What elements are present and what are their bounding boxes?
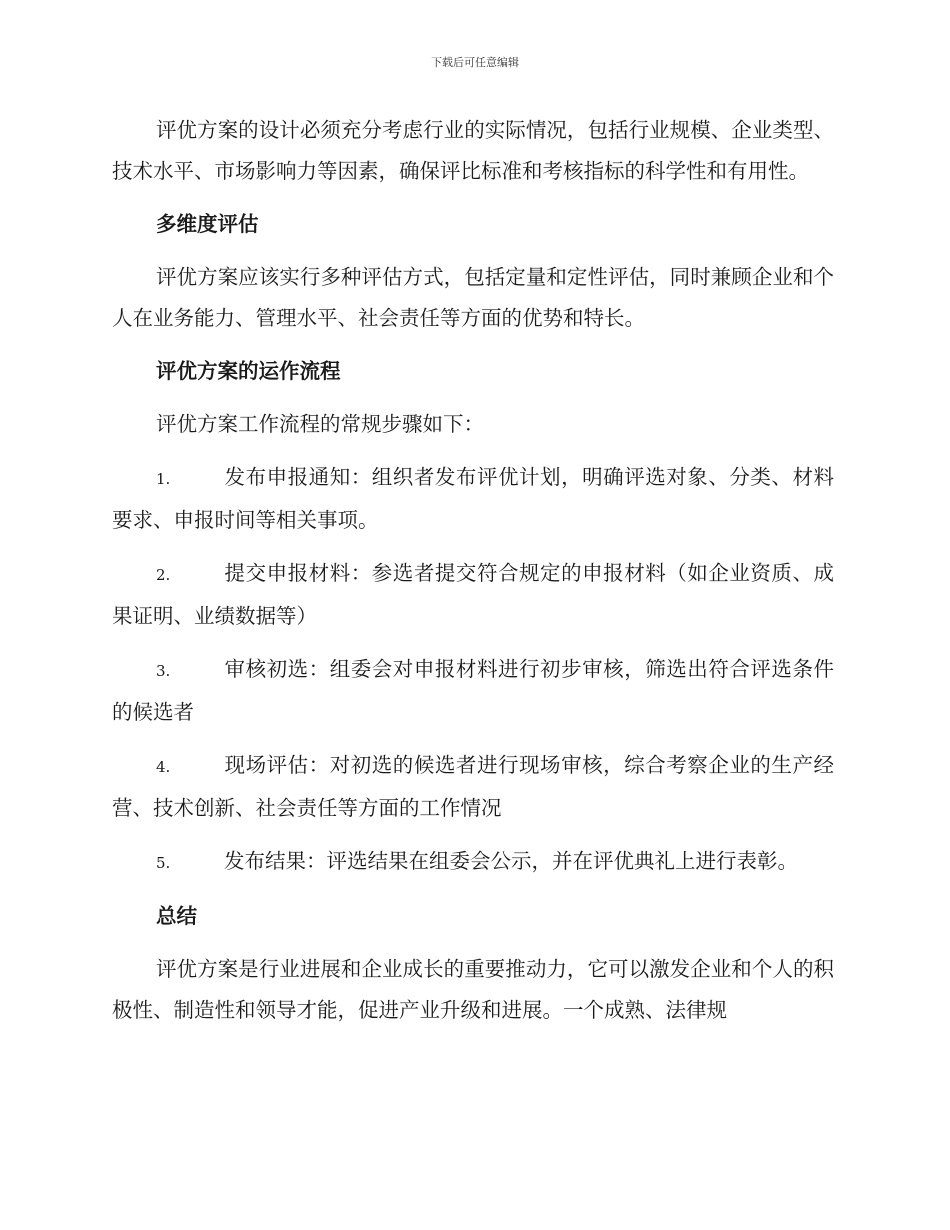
step-text: 现场评估：对初选的候选者进行现场审核，综合考察企业的生产经营、技术创新、社会责任等方面的工作情况 [112, 753, 834, 820]
step-item [112, 457, 834, 541]
step-number: 1. [156, 470, 171, 488]
step-number: 3. [156, 662, 171, 680]
step-number: 4. [156, 758, 171, 776]
step-text: 提交申报材料：参选者提交符合规定的申报材料（如企业资质、成果证明、业绩数据等） [112, 561, 834, 628]
step-text: 发布申报通知：组织者发布评优计划，明确评选对象、分类、材料要求、申报时间等相关事项。 [112, 465, 834, 532]
step-text: 审核初选：组委会对申报材料进行初步审核，筛选出符合评选条件的候选者 [112, 657, 834, 724]
step-item [112, 553, 834, 637]
paragraph-workflow-intro: 评优方案工作流程的常规步骤如下： [156, 412, 484, 436]
heading-workflow: 评优方案的运作流程 [156, 359, 341, 383]
heading-summary: 总结 [156, 904, 197, 928]
heading-multi-dimensional-evaluation: 多维度评估 [156, 212, 259, 236]
header-note: 下载后可任意编辑 [431, 56, 519, 69]
step-item [112, 745, 834, 829]
paragraph-design-considerations: 评优方案的设计必须充分考虑行业的实际情况，包括行业规模、企业类型、技术水平、市场影响力等因素，确保评比标准和考核指标的科学性和有用性。 [112, 118, 834, 183]
document-body [112, 110, 834, 1043]
paragraph-evaluation-methods: 评优方案应该实行多种评估方式，包括定量和定性评估，同时兼顾企业和个人在业务能力、管理水平、社会责任等方面的优势和特长。 [112, 265, 834, 330]
paragraph-summary: 评优方案是行业进展和企业成长的重要推动力，它可以激发企业和个人的积极性、制造性和领导才能，促进产业升级和进展。一个成熟、法律规 [112, 957, 834, 1022]
step-number: 2. [156, 566, 171, 584]
step-number: 5. [156, 854, 171, 872]
step-text: 发布结果：评选结果在组委会公示，并在评优典礼上进行表彰。 [224, 849, 798, 873]
step-item [112, 649, 834, 733]
step-item [112, 841, 834, 884]
